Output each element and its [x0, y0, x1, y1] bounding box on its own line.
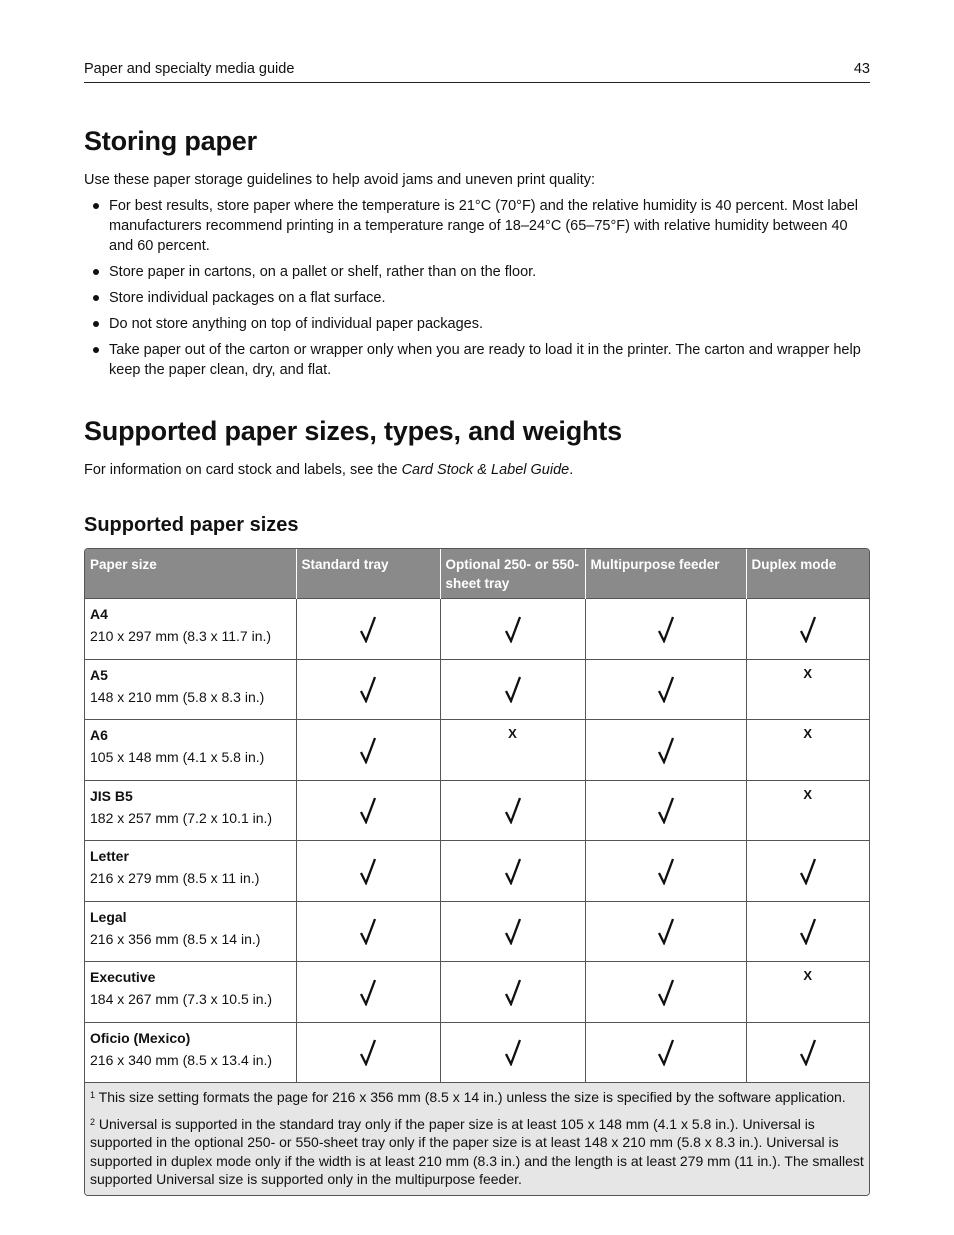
checkmark-icon — [586, 675, 746, 703]
checkmark-icon — [441, 857, 585, 885]
column-header: Standard tray — [296, 549, 440, 599]
info-suffix: . — [569, 462, 574, 478]
not-supported-mark: X — [508, 726, 517, 741]
support-cell — [440, 780, 585, 841]
list-item-text: Store paper in cartons, on a pallet or shelf, rather than on the floor. — [109, 264, 537, 280]
support-cell — [440, 659, 585, 720]
checkmark-icon — [297, 796, 440, 824]
paper-sizes-table — [84, 548, 870, 1196]
footnote-marker: 1 — [90, 1090, 96, 1100]
list-item — [84, 262, 870, 282]
paper-size-cell — [85, 901, 296, 962]
checkmark-icon — [297, 615, 440, 643]
list-item — [84, 314, 870, 334]
page-number: 43 — [853, 61, 870, 77]
paper-size-cell — [85, 720, 296, 781]
list-item-text: For best results, store paper where the temperature is 21°C (70°F) and the relative humidity is 40 percent. Most label manufacturers recommend printing in a temperature range of 18–24°C (65–75°F) with relative humidity between 40 and 60 percent. — [109, 198, 859, 254]
table-row — [85, 962, 869, 1023]
checkmark-icon — [586, 1038, 746, 1066]
checkmark-icon — [297, 978, 440, 1006]
checkmark-icon — [747, 917, 870, 945]
paper-size-dimensions: 182 x 257 mm (7.2 x 10.1 in.) — [90, 809, 273, 826]
supported-sizes-types-weights-heading: Supported paper sizes, types, and weights — [84, 416, 622, 446]
list-item — [84, 196, 870, 256]
bullet-icon — [93, 295, 99, 301]
checkmark-icon — [586, 917, 746, 945]
footnote-text: Universal is supported in the standard tray only if the paper size is at least 105 x 148 mm (4.1 x 5.8 in.). Universal is supported in the optional 250- or 550-sheet tray only if the paper size is at least 148 x 210 mm (5.8 x 8.3 in.). Universal is supported in duplex mode only if the width is at least 210 mm (8.3 in.) and the length is at least 279 mm (11 in.). The smallest supported Universal size is supported only in the multipurpose feeder. — [90, 1115, 864, 1187]
not-supported-mark: X — [803, 968, 813, 983]
support-cell — [440, 1022, 585, 1083]
table-row — [85, 1022, 869, 1083]
guide-title: Paper and specialty media guide — [84, 61, 295, 77]
support-cell — [296, 780, 440, 841]
paper-size-dimensions: 216 x 279 mm (8.5 x 11 in.) — [90, 870, 260, 886]
support-cell — [585, 841, 746, 902]
checkmark-icon — [441, 675, 585, 703]
paper-size-dimensions: 216 x 356 mm (8.5 x 14 in.) — [90, 930, 261, 947]
table-header-row — [85, 549, 869, 599]
paper-size-cell — [85, 659, 296, 720]
support-cell — [296, 901, 440, 962]
support-cell — [440, 962, 585, 1023]
running-header — [84, 60, 870, 83]
paper-size-cell — [85, 599, 296, 660]
support-cell — [746, 901, 869, 962]
paper-size-name: A4 — [90, 606, 108, 622]
checkmark-icon — [586, 857, 746, 885]
not-supported-mark: X — [803, 665, 813, 681]
support-cell — [296, 962, 440, 1023]
bullet-icon — [93, 203, 99, 209]
list-item — [84, 340, 870, 380]
footnotes-cell — [85, 1083, 869, 1195]
support-cell — [296, 1022, 440, 1083]
paper-size-name: Legal — [90, 908, 127, 925]
footnotes-row — [85, 1083, 869, 1195]
column-header: Paper size — [85, 549, 296, 599]
support-cell — [296, 659, 440, 720]
paper-size-name: A6 — [90, 727, 108, 743]
support-cell — [746, 599, 869, 660]
supported-paper-sizes-heading: Supported paper sizes — [84, 514, 299, 536]
column-header: Duplex mode — [746, 549, 869, 599]
paper-size-dimensions: 184 x 267 mm (7.3 x 10.5 in.) — [90, 991, 273, 1007]
paper-size-dimensions: 216 x 340 mm (8.5 x 13.4 in.) — [90, 1051, 273, 1068]
checkmark-icon — [747, 615, 870, 643]
footnote-marker: 2 — [90, 1116, 96, 1127]
checkmark-icon — [441, 917, 585, 945]
checkmark-icon — [441, 978, 585, 1006]
support-cell — [440, 720, 585, 781]
storing-intro: Use these paper storage guidelines to help avoid jams and uneven print quality: — [84, 172, 596, 188]
paper-size-name: Letter — [90, 848, 129, 864]
paper-size-cell — [85, 962, 296, 1023]
paper-size-cell — [85, 780, 296, 841]
paper-size-name: JIS B5 — [90, 787, 133, 804]
support-cell — [585, 962, 746, 1023]
checkmark-icon — [441, 615, 585, 643]
checkmark-icon — [297, 857, 440, 885]
footnote-text: This size setting formats the page for 216 x 356 mm (8.5 x 14 in.) unless the size is specified by the software application. — [98, 1089, 846, 1105]
table-row — [85, 901, 869, 962]
table-row — [85, 780, 869, 841]
not-supported-mark: X — [803, 726, 813, 741]
checkmark-icon — [297, 1038, 440, 1066]
support-cell — [746, 841, 869, 902]
checkmark-icon — [586, 736, 746, 764]
column-header: Multipurpose feeder — [585, 549, 746, 599]
paper-size-dimensions: 105 x 148 mm (4.1 x 5.8 in.) — [90, 749, 265, 765]
bullet-icon — [93, 321, 99, 327]
paper-size-dimensions: 148 x 210 mm (5.8 x 8.3 in.) — [90, 688, 265, 705]
checkmark-icon — [441, 796, 585, 824]
list-item-text: Take paper out of the carton or wrapper only when you are ready to load it in the printer. The carton and wrapper help keep the paper clean, dry, and flat. — [109, 342, 861, 378]
support-cell — [440, 841, 585, 902]
paper-size-name: Oficio (Mexico) — [90, 1029, 191, 1046]
support-cell — [296, 841, 440, 902]
footnote — [90, 1115, 864, 1189]
table-row — [85, 841, 869, 902]
paper-size-cell — [85, 1022, 296, 1083]
table-row — [85, 659, 869, 720]
support-cell — [585, 901, 746, 962]
paper-size-dimensions: 210 x 297 mm (8.3 x 11.7 in.) — [90, 628, 272, 644]
support-cell — [746, 1022, 869, 1083]
support-cell — [585, 780, 746, 841]
column-header: Optional 250- or 550-sheet tray — [440, 549, 585, 599]
support-cell — [585, 1022, 746, 1083]
checkmark-icon — [586, 796, 746, 824]
checkmark-icon — [297, 675, 440, 703]
table-row — [85, 599, 869, 660]
checkmark-icon — [586, 978, 746, 1006]
list-item-text: Store individual packages on a flat surface. — [109, 290, 386, 306]
card-stock-info — [84, 460, 573, 480]
card-stock-guide-link[interactable]: Card Stock & Label Guide — [401, 462, 570, 478]
paper-size-cell — [85, 841, 296, 902]
info-prefix: For information on card stock and labels, see the — [84, 462, 402, 478]
checkmark-icon — [747, 857, 870, 885]
support-cell — [746, 659, 869, 720]
support-cell — [585, 720, 746, 781]
support-cell — [746, 720, 869, 781]
footnote — [90, 1088, 864, 1107]
list-item — [84, 288, 870, 308]
support-cell — [296, 599, 440, 660]
storing-paper-heading: Storing paper — [84, 126, 257, 156]
checkmark-icon — [297, 917, 440, 945]
not-supported-mark: X — [803, 786, 813, 802]
support-cell — [746, 962, 869, 1023]
support-cell — [585, 599, 746, 660]
list-item-text: Do not store anything on top of individual paper packages. — [109, 316, 484, 332]
support-cell — [296, 720, 440, 781]
bullet-icon — [93, 269, 99, 275]
paper-size-name: Executive — [90, 969, 156, 985]
support-cell — [585, 659, 746, 720]
support-cell — [440, 901, 585, 962]
storage-guidelines-list — [84, 196, 870, 386]
paper-size-name: A5 — [90, 666, 108, 683]
table-row — [85, 720, 869, 781]
checkmark-icon — [747, 1038, 870, 1066]
bullet-icon — [93, 347, 99, 353]
support-cell — [746, 780, 869, 841]
checkmark-icon — [441, 1038, 585, 1066]
checkmark-icon — [586, 615, 746, 643]
checkmark-icon — [297, 736, 440, 764]
support-cell — [440, 599, 585, 660]
